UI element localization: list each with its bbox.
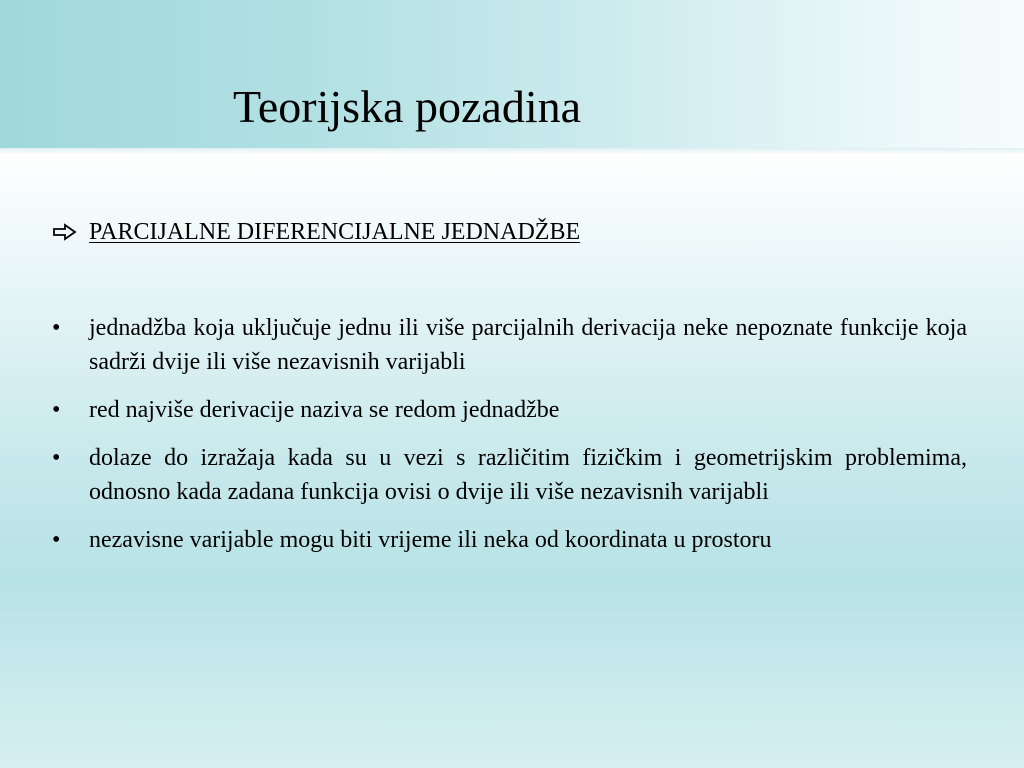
bullet-text: jednadžba koja uključuje jednu ili više parcijalnih derivacija neke nepoznate funkcije koja sadrži dvije ili više nezavisnih varijabli xyxy=(89,315,967,375)
bullet-dot: • xyxy=(52,445,61,471)
bullet-item xyxy=(52,523,967,557)
bullet-dot: • xyxy=(52,315,61,341)
bullet-text: nezavisne varijable mogu biti vrijeme ili neka od koordinata u prostoru xyxy=(89,527,772,553)
bullet-dot: • xyxy=(52,527,61,553)
outline-right-arrow-icon xyxy=(52,223,80,241)
section-heading-text: PARCIJALNE DIFERENCIJALNE JEDNADŽBE xyxy=(89,219,581,245)
bullet-dot: • xyxy=(52,397,61,423)
bullet-text: dolaze do izražaja kada su u vezi s različitim fizičkim i geometrijskim problemima, odnosno kada zadana funkcija ovisi o dvije ili više nezavisnih varijabli xyxy=(89,445,967,505)
bullet-list xyxy=(52,311,967,571)
bullet-item xyxy=(52,393,967,427)
bullet-text: red najviše derivacije naziva se redom jednadžbe xyxy=(89,397,560,423)
bullet-item xyxy=(52,441,967,509)
slide-title: Teorijska pozadina xyxy=(233,81,582,132)
section-heading xyxy=(52,216,580,248)
bullet-item xyxy=(52,311,967,379)
